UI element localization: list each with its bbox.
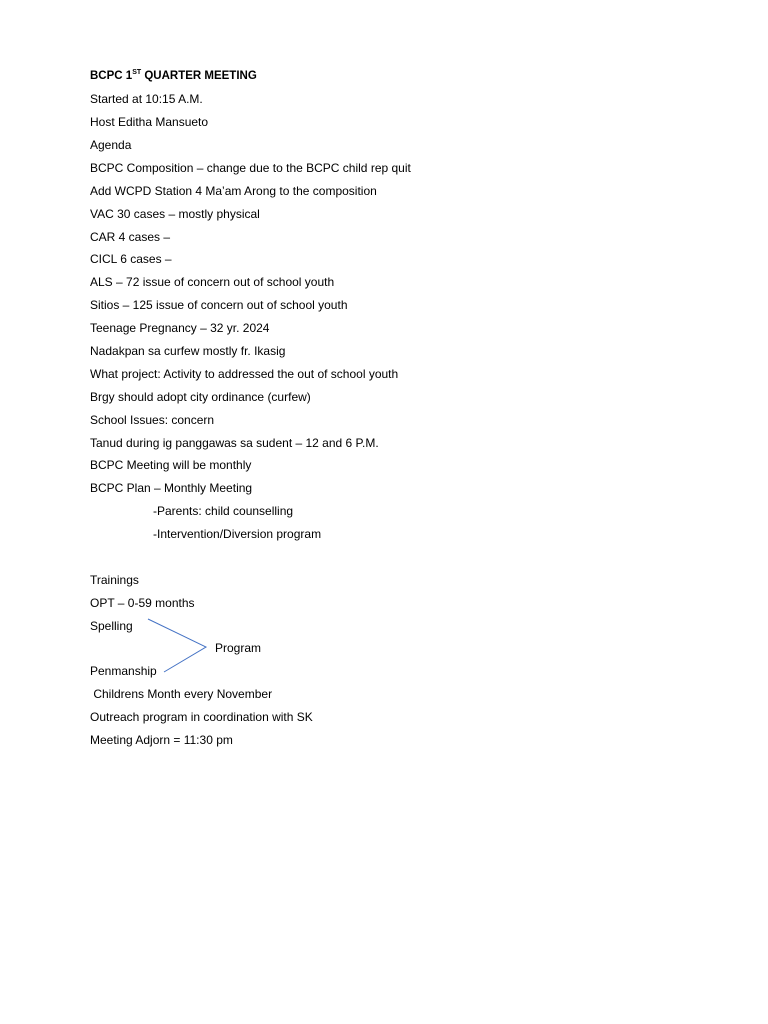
note-line-host: Host Editha Mansueto — [90, 115, 209, 129]
note-line-plan: BCPC Plan – Monthly Meeting — [90, 481, 253, 495]
program-item-penmanship: Penmanship — [90, 664, 157, 678]
note-line-agenda: Agenda — [90, 138, 132, 152]
note-line-school-issues: School Issues: concern — [90, 413, 215, 427]
plan-item-intervention: -Intervention/Diversion program — [153, 527, 322, 541]
note-line-pregnancy: Teenage Pregnancy – 32 yr. 2024 — [90, 321, 270, 335]
program-label: Program — [215, 641, 262, 655]
note-line-cicl: CICL 6 cases – — [90, 252, 172, 266]
note-line-tanud: Tanud during ig panggawas sa sudent – 12 and 6 P.M. — [90, 436, 379, 450]
document-title: BCPC 1ST QUARTER MEETING — [90, 69, 257, 82]
note-line-curfew: Nadakpan sa curfew mostly fr. Ikasig — [90, 344, 286, 358]
note-line-start-time: Started at 10:15 A.M. — [90, 92, 203, 106]
note-line-childrens-month: Childrens Month every November — [90, 687, 273, 701]
note-line-sitios: Sitios – 125 issue of concern out of school youth — [90, 298, 348, 312]
note-line-composition: BCPC Composition – change due to the BCPC child rep quit — [90, 161, 411, 175]
note-line-monthly: BCPC Meeting will be monthly — [90, 458, 252, 472]
note-line-adjourn: Meeting Adjorn = 11:30 pm — [90, 733, 233, 747]
note-line-project: What project: Activity to addressed the out of school youth — [90, 367, 399, 381]
trainings-heading: Trainings — [90, 573, 139, 587]
plan-item-parents: -Parents: child counselling — [153, 504, 294, 518]
note-line-ordinance: Brgy should adopt city ordinance (curfew) — [90, 390, 311, 404]
note-line-outreach: Outreach program in coordination with SK — [90, 710, 313, 724]
note-line-wcpd: Add WCPD Station 4 Ma’am Arong to the composition — [90, 184, 377, 198]
note-line-car: CAR 4 cases – — [90, 230, 171, 244]
note-line-vac: VAC 30 cases – mostly physical — [90, 207, 260, 221]
program-item-spelling: Spelling — [90, 619, 133, 633]
note-line-als: ALS – 72 issue of concern out of school youth — [90, 275, 335, 289]
note-line-opt: OPT – 0-59 months — [90, 596, 195, 610]
